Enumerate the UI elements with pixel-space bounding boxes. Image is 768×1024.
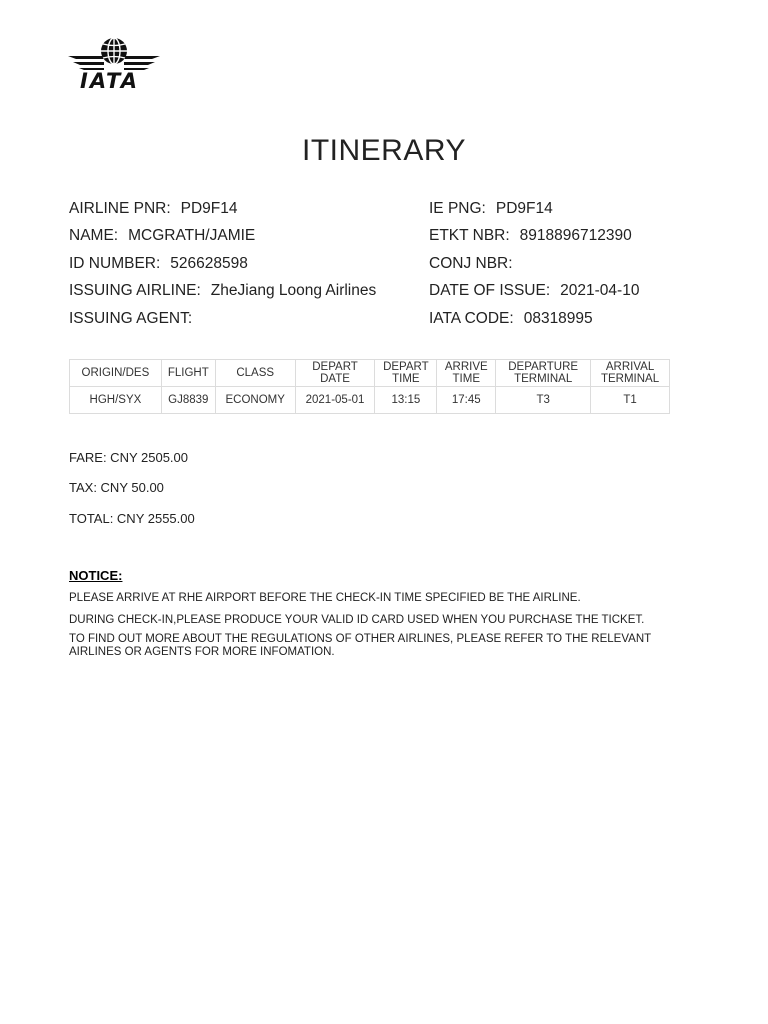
column-header: DEPART TIME — [375, 360, 437, 387]
table-cell: 13:15 — [375, 387, 437, 414]
total-line: TOTAL: CNY 2555.00 — [69, 511, 195, 526]
name-field — [69, 226, 255, 246]
field-label: NAME: — [69, 227, 119, 244]
airline-pnr-field — [69, 199, 238, 219]
date-of-issue-field — [429, 281, 639, 301]
field-value: 2021-04-10 — [560, 282, 640, 299]
field-label: IE PNG: — [429, 200, 486, 217]
flight-table — [69, 359, 670, 414]
fare-line: FARE: CNY 2505.00 — [69, 450, 188, 465]
column-header: DEPARTURE TERMINAL — [496, 360, 591, 387]
field-label: ETKT NBR: — [429, 227, 510, 244]
table-cell: HGH/SYX — [70, 387, 162, 414]
table-cell: T1 — [591, 387, 670, 414]
table-cell: 17:45 — [437, 387, 496, 414]
field-label: AIRLINE PNR: — [69, 200, 171, 217]
iata-code-field — [429, 309, 593, 329]
issuing-agent-field — [69, 309, 202, 329]
field-label: DATE OF ISSUE: — [429, 282, 551, 299]
tax-line: TAX: CNY 50.00 — [69, 480, 164, 495]
id-number-field — [69, 254, 248, 274]
table-cell: 2021-05-01 — [295, 387, 375, 414]
column-header: ARRIVAL TERMINAL — [591, 360, 670, 387]
field-label: ISSUING AGENT: — [69, 310, 193, 327]
column-header: CLASS — [215, 360, 295, 387]
field-value: MCGRATH/JAMIE — [128, 227, 256, 244]
field-value: 8918896712390 — [519, 227, 632, 244]
notice-line: PLEASE ARRIVE AT RHE AIRPORT BEFORE THE CHECK-IN TIME SPECIFIED BE THE AIRLINE. — [69, 592, 581, 604]
table-row — [70, 387, 670, 414]
ie-png-field — [429, 199, 553, 219]
page-title: ITINERARY — [302, 134, 466, 167]
globe-wings-icon — [66, 36, 162, 72]
field-value: ZheJiang Loong Airlines — [210, 282, 377, 299]
issuing-airline-field — [69, 281, 376, 301]
field-value: 526628598 — [170, 255, 248, 272]
etkt-nbr-field — [429, 226, 632, 246]
field-label: IATA CODE: — [429, 310, 514, 327]
table-cell: T3 — [496, 387, 591, 414]
column-header: ORIGIN/DES — [70, 360, 162, 387]
column-header: FLIGHT — [161, 360, 215, 387]
notice-title: NOTICE: — [69, 568, 123, 583]
field-value: PD9F14 — [495, 200, 553, 217]
field-label: CONJ NBR: — [429, 255, 513, 272]
notice-line: DURING CHECK-IN,PLEASE PRODUCE YOUR VALID ID CARD USED WHEN YOU PURCHASE THE TICKET. — [69, 614, 645, 626]
notice-line: TO FIND OUT MORE ABOUT THE REGULATIONS OF OTHER AIRLINES, PLEASE REFER TO THE RELEVANT AIRLINES OR AGENTS FOR MORE INFOMATION. — [69, 633, 651, 658]
field-label: ID NUMBER: — [69, 255, 161, 272]
column-header: DEPART DATE — [295, 360, 375, 387]
table-cell: ECONOMY — [215, 387, 295, 414]
conj-nbr-field — [429, 254, 523, 274]
table-cell: GJ8839 — [161, 387, 215, 414]
field-value: PD9F14 — [180, 200, 238, 217]
field-label: ISSUING AIRLINE: — [69, 282, 201, 299]
table-header-row — [70, 360, 670, 387]
logo-wordmark: IATA — [80, 69, 140, 93]
field-value: 08318995 — [523, 310, 593, 327]
column-header: ARRIVE TIME — [437, 360, 496, 387]
